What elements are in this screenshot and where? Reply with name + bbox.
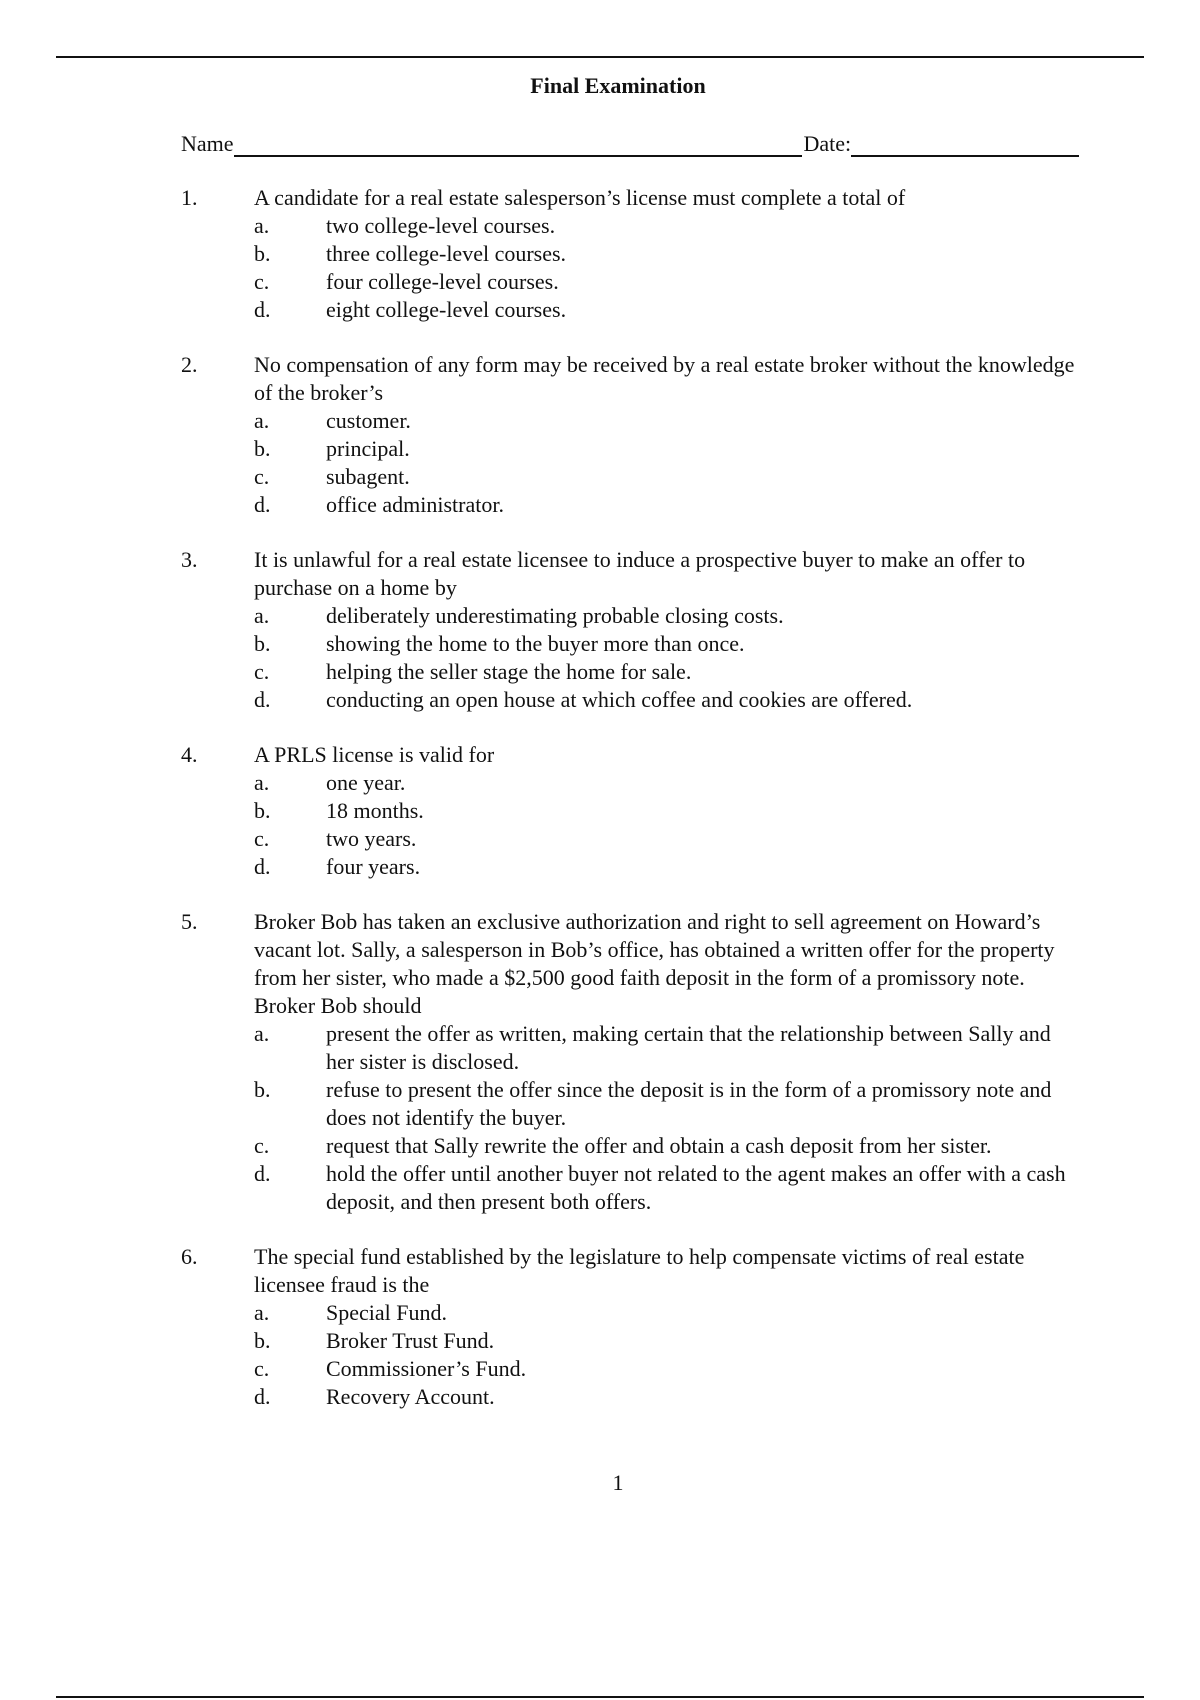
answer-option (254, 212, 1081, 240)
option-letter: c. (254, 1356, 270, 1381)
option-text: Broker Trust Fund. (326, 1328, 495, 1353)
answer-option (254, 1020, 1081, 1076)
answer-option (254, 296, 1081, 324)
option-text: eight college-level courses. (326, 297, 567, 322)
question-number: 6. (181, 1244, 198, 1269)
question-6 (181, 1243, 1081, 1411)
option-letter: a. (254, 770, 270, 795)
option-letter: b. (254, 798, 271, 823)
answer-option (254, 491, 1081, 519)
answer-option (254, 1299, 1081, 1327)
option-letter: b. (254, 1077, 271, 1102)
bottom-rule (56, 1696, 1144, 1698)
top-rule (56, 56, 1144, 58)
question-3 (181, 546, 1081, 714)
answer-option (254, 240, 1081, 268)
option-text: conducting an open house at which coffee and cookies are offered. (326, 687, 913, 712)
question-4 (181, 741, 1081, 881)
option-letter: b. (254, 631, 271, 656)
question-1 (181, 184, 1081, 324)
option-text: two years. (326, 826, 417, 851)
option-text: office administrator. (326, 492, 504, 517)
question-number: 1. (181, 185, 198, 210)
answer-option (254, 630, 1081, 658)
answer-option (254, 1355, 1081, 1383)
option-letter: b. (254, 436, 271, 461)
option-letter: a. (254, 1021, 270, 1046)
question-stem: Broker Bob has taken an exclusive authorization and right to sell agreement on Howard’s vacant lot. Sally, a salesperson in Bob’s office, has obtained a written offer for the property from her sister, who made a $2,500 good faith deposit in the form of a promissory note. Broker Bob should (254, 909, 1055, 1018)
question-stem: It is unlawful for a real estate licensee to induce a prospective buyer to make an offer to purchase on a home by (254, 547, 1026, 600)
name-field[interactable] (234, 129, 802, 157)
option-text: helping the seller stage the home for sale. (326, 659, 692, 684)
answer-option (254, 435, 1081, 463)
option-letter: d. (254, 1384, 271, 1409)
answer-option (254, 797, 1081, 825)
option-text: present the offer as written, making certain that the relationship between Sally and her sister is disclosed. (326, 1021, 1051, 1074)
option-letter: b. (254, 1328, 271, 1353)
answer-option (254, 1383, 1081, 1411)
answer-option (254, 769, 1081, 797)
answer-option (254, 1160, 1081, 1216)
option-text: one year. (326, 770, 406, 795)
option-text: three college-level courses. (326, 241, 567, 266)
answer-option (254, 463, 1081, 491)
option-letter: d. (254, 297, 271, 322)
answer-option (254, 602, 1081, 630)
question-stem: A candidate for a real estate salesperson’s license must complete a total of (254, 185, 906, 210)
option-letter: c. (254, 464, 270, 489)
question-stem: The special fund established by the legislature to help compensate victims of real estate licensee fraud is the (254, 1244, 1025, 1297)
answer-option (254, 658, 1081, 686)
option-letter: d. (254, 854, 271, 879)
option-text: 18 months. (326, 798, 424, 823)
question-stem: No compensation of any form may be received by a real estate broker without the knowledge of the broker’s (254, 352, 1075, 405)
option-text: principal. (326, 436, 410, 461)
page-number: 1 (612, 1470, 624, 1495)
option-text: showing the home to the buyer more than once. (326, 631, 745, 656)
answer-option (254, 1132, 1081, 1160)
name-date-row (181, 127, 1091, 157)
option-text: refuse to present the offer since the deposit is in the form of a promissory note and does not identify the buyer. (326, 1077, 1052, 1130)
option-text: Recovery Account. (326, 1384, 495, 1409)
date-field[interactable] (851, 129, 1079, 157)
question-2 (181, 351, 1081, 519)
option-text: two college-level courses. (326, 213, 556, 238)
option-letter: a. (254, 603, 270, 628)
question-list (181, 184, 1081, 1438)
option-text: four college-level courses. (326, 269, 559, 294)
answer-option (254, 1076, 1081, 1132)
option-text: deliberately underestimating probable closing costs. (326, 603, 784, 628)
name-label: Name (181, 131, 234, 156)
option-letter: a. (254, 408, 270, 433)
answer-option (254, 407, 1081, 435)
answer-option (254, 1327, 1081, 1355)
question-number: 2. (181, 352, 198, 377)
question-number: 3. (181, 547, 198, 572)
question-5 (181, 908, 1081, 1216)
option-letter: d. (254, 687, 271, 712)
option-text: Special Fund. (326, 1300, 447, 1325)
option-text: customer. (326, 408, 411, 433)
question-stem: A PRLS license is valid for (254, 742, 495, 767)
option-letter: a. (254, 1300, 270, 1325)
option-text: request that Sally rewrite the offer and obtain a cash deposit from her sister. (326, 1133, 992, 1158)
question-number: 5. (181, 909, 198, 934)
option-letter: c. (254, 826, 270, 851)
option-letter: d. (254, 1161, 271, 1186)
option-text: four years. (326, 854, 421, 879)
answer-option (254, 825, 1081, 853)
option-letter: b. (254, 241, 271, 266)
option-letter: c. (254, 659, 270, 684)
option-text: subagent. (326, 464, 410, 489)
option-letter: a. (254, 213, 270, 238)
answer-option (254, 268, 1081, 296)
option-text: hold the offer until another buyer not related to the agent makes an offer with a cash deposit, and then present both offers. (326, 1161, 1066, 1214)
question-number: 4. (181, 742, 198, 767)
option-letter: c. (254, 269, 270, 294)
option-letter: d. (254, 492, 271, 517)
answer-option (254, 853, 1081, 881)
date-label: Date: (803, 131, 852, 156)
answer-option (254, 686, 1081, 714)
page-title: Final Examination (530, 73, 706, 98)
option-text: Commissioner’s Fund. (326, 1356, 527, 1381)
option-letter: c. (254, 1133, 270, 1158)
